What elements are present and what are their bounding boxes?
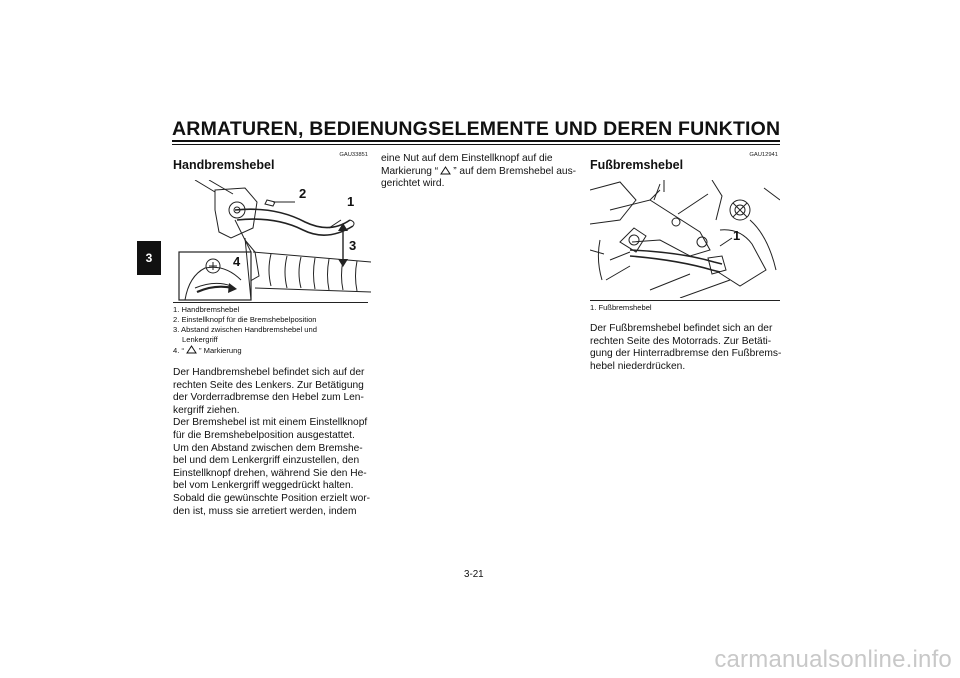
watermark: carmanualsonline.info	[714, 646, 952, 673]
caption-4-prefix: 4. “	[173, 346, 184, 355]
text-line: bel vom Lenkergriff weggedrückt halten.	[173, 480, 354, 492]
triangle-mark-icon	[440, 166, 451, 175]
left-paragraph	[173, 367, 370, 518]
callout-4: 4	[233, 254, 241, 269]
text-line: rechten Seite des Lenkers. Zur Betätigung	[173, 379, 364, 391]
text-line: Um den Abstand zwischen dem Bremshe-	[173, 442, 363, 454]
section-heading: Handbremshebel	[173, 158, 275, 172]
caption-3: 3. Abstand zwischen Handbremshebel und	[173, 325, 317, 334]
callout-1: 1	[347, 194, 355, 209]
caption-rule	[590, 300, 780, 301]
middle-paragraph	[381, 153, 576, 191]
brake-lever-illustration	[175, 180, 371, 302]
page-number: 3-21	[464, 569, 484, 580]
text-line: gerichtet wird.	[381, 178, 445, 190]
section-code: GAU12941	[749, 152, 778, 158]
text-line: bel und dem Lenkergriff einzustellen, den	[173, 455, 360, 467]
chapter-tab: 3	[137, 241, 161, 275]
figure-caption	[590, 303, 652, 313]
foot-brake-illustration	[590, 180, 780, 298]
callout-3: 3	[349, 238, 357, 253]
caption-1: 1. Fußbremshebel	[590, 303, 652, 312]
text-line: Der Handbremshebel befindet sich auf der	[173, 367, 365, 378]
callout-2: 2	[299, 186, 307, 201]
page-title: ARMATUREN, BEDIENUNGSELEMENTE UND DEREN FUNKTION	[172, 118, 781, 140]
caption-4-suffix: ” Markierung	[198, 346, 242, 355]
text-line: für die Bremshebelposition ausgestattet.	[173, 429, 355, 441]
title-rule	[172, 140, 780, 142]
text-line: rechten Seite des Motorrads. Zur Betäti-	[590, 335, 772, 347]
caption-4	[173, 345, 317, 356]
triangle-mark-icon	[186, 345, 197, 354]
caption-1: 1. Handbremshebel	[173, 305, 240, 314]
callout-1: 1	[733, 228, 741, 243]
text-fragment: ” auf dem Bremshebel aus-	[453, 165, 577, 177]
text-line: der Vorderradbremse den Hebel zum Len-	[173, 392, 364, 404]
caption-rule	[173, 302, 368, 303]
text-line: Der Bremshebel ist mit einem Einstellknopf	[173, 417, 368, 429]
text-fragment: Markierung “	[381, 165, 439, 177]
text-line	[381, 166, 576, 179]
section-code: GAU33851	[339, 152, 368, 158]
text-line: Der Fußbremshebel befindet sich an der	[590, 323, 773, 334]
text-line: Sobald die gewünschte Position erzielt wor-	[173, 492, 371, 504]
section-heading: Fußbremshebel	[590, 158, 684, 172]
text-line: kergriff ziehen.	[173, 404, 240, 416]
text-line: den ist, muss sie arretiert werden, indem	[173, 505, 357, 517]
figure-captions	[173, 305, 317, 356]
caption-2: 2. Einstellknopf für die Bremshebelposition	[173, 315, 317, 324]
text-line: hebel niederdrücken.	[590, 360, 686, 372]
caption-3-cont: Lenkergriff	[182, 335, 218, 344]
title-rule-thin	[172, 144, 780, 145]
right-paragraph	[590, 323, 781, 373]
text-line: Einstellknopf drehen, während Sie den He-	[173, 467, 367, 479]
text-line: gung der Hinterradbremse den Fußbrems-	[590, 348, 782, 360]
text-line: eine Nut auf dem Einstellknopf auf die	[381, 153, 553, 164]
